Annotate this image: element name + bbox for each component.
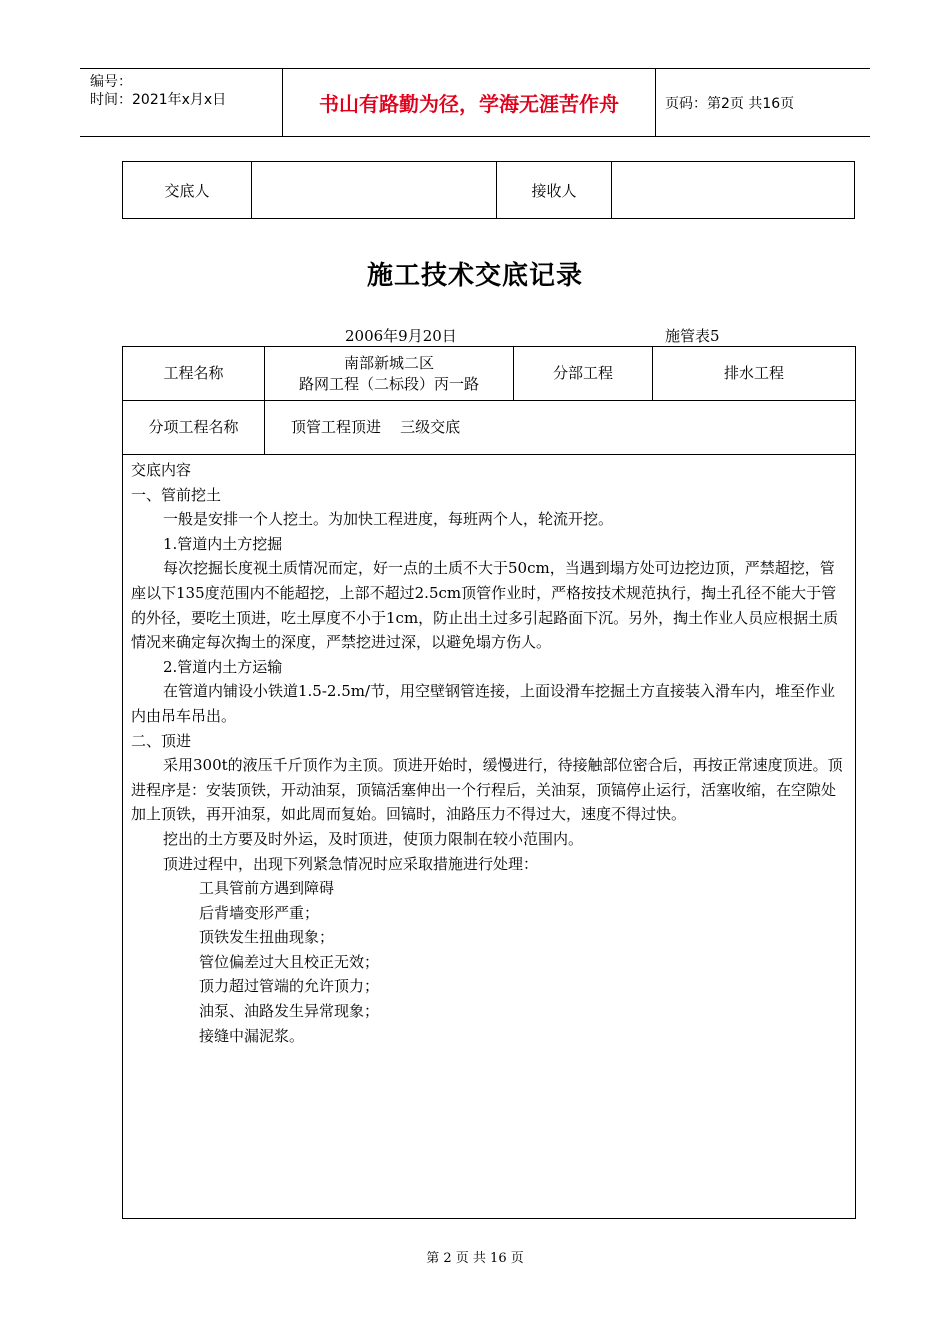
number-label: 编号： — [90, 74, 132, 90]
subitem-value: 顶管工程顶进 三级交底 — [291, 418, 461, 436]
page-footer: 第 2 页 共 16 页 — [426, 1251, 524, 1266]
giver-label: 交底人 — [164, 181, 210, 200]
list-item: 顶铁发生扭曲现象； — [199, 928, 335, 947]
giver-value — [252, 162, 496, 218]
header-page-label: 页码：第2页 共16页 — [665, 95, 795, 112]
list-item: 接缝中漏泥浆。 — [199, 1026, 305, 1045]
project-name-value — [265, 347, 513, 400]
header-motto: 书山有路勤为径，学海无涯苦作舟 — [319, 92, 619, 116]
section-2-paragraph: 挖出的土方要及时外运，及时顶进，使顶力限制在较小范围内。 — [163, 829, 584, 848]
receiver-value — [612, 162, 854, 218]
signature-table — [122, 161, 855, 219]
page-title: 施工技术交底记录 — [366, 261, 583, 291]
section-1-2-title: 2.管道内土方运输 — [163, 657, 283, 676]
section-1-1-paragraph: 每次挖掘长度视土质情况而定，好一点的土质不大于50cm，当遇到塌方处可边挖边顶，严禁超挖，管座以下135度范围内不能超挖，上部不超过2.5cm顶管作业时，严格按技术规范执行，掏土孔径不能大于管的外径，要吃土顶进，吃土厚度不小于1cm，防止出土过多引起路面下沉。另外，掏土作业人员应根据土质情况来确定每次掏土的深度，严禁挖进过深，以避免塌方伤人。 — [131, 559, 839, 652]
list-item: 顶力超过管端的允许顶力； — [199, 977, 380, 996]
record-date: 2006年9月20日 — [345, 327, 457, 345]
time-label: 时间：2021年x月x日 — [90, 92, 227, 108]
list-item: 后背墙变形严重； — [199, 903, 320, 922]
table-rule — [123, 454, 855, 455]
header-meta — [90, 73, 226, 109]
page-header — [80, 68, 870, 137]
header-divider — [655, 69, 656, 136]
section-1-1-title: 1.管道内土方挖掘 — [163, 534, 283, 553]
section-2-paragraph: 采用300t的液压千斤顶作为主顶。顶进开始时，缓慢进行，待接触部位密合后，再按正常速度顶进。顶进程序是：安装顶铁，开动油泵，顶镐活塞伸出一个行程后，关油泵，顶镐停止运行，活塞收缩，在空隙处加上顶铁，再开油泵，如此周而复始。回镐时，油路压力不得过大，速度不得过快。 — [131, 756, 843, 824]
disclosure-content — [131, 458, 847, 1048]
receiver-label: 接收人 — [531, 181, 577, 200]
list-item: 工具管前方遇到障碍 — [199, 879, 335, 898]
project-name-line2: 路网工程（二标段）丙一路 — [298, 374, 479, 393]
list-item: 油泵、油路发生异常现象； — [199, 1002, 380, 1021]
section-2-title: 二、顶进 — [131, 731, 192, 750]
division-value: 排水工程 — [723, 364, 784, 382]
project-name-label: 工程名称 — [163, 364, 224, 382]
content-heading: 交底内容 — [131, 461, 192, 479]
form-number: 施管表5 — [665, 327, 720, 345]
project-name-line1: 南部新城二区 — [343, 353, 434, 372]
section-1-2-paragraph: 在管道内铺设小铁道1.5-2.5m/节，用空壁钢管连接，上面设滑车挖掘土方直接装入滑车内，堆至作业内由吊车吊出。 — [131, 682, 836, 725]
section-1-title: 一、管前挖土 — [131, 485, 222, 504]
list-item: 管位偏差过大且校正无效； — [199, 952, 380, 971]
section-1-paragraph: 一般是安排一个人挖土。为加快工程进度，每班两个人，轮流开挖。 — [163, 510, 614, 529]
subitem-label: 分项工程名称 — [148, 418, 239, 436]
section-2-paragraph: 顶进过程中，出现下列紧急情况时应采取措施进行处理： — [163, 854, 539, 873]
division-label: 分部工程 — [552, 364, 613, 382]
